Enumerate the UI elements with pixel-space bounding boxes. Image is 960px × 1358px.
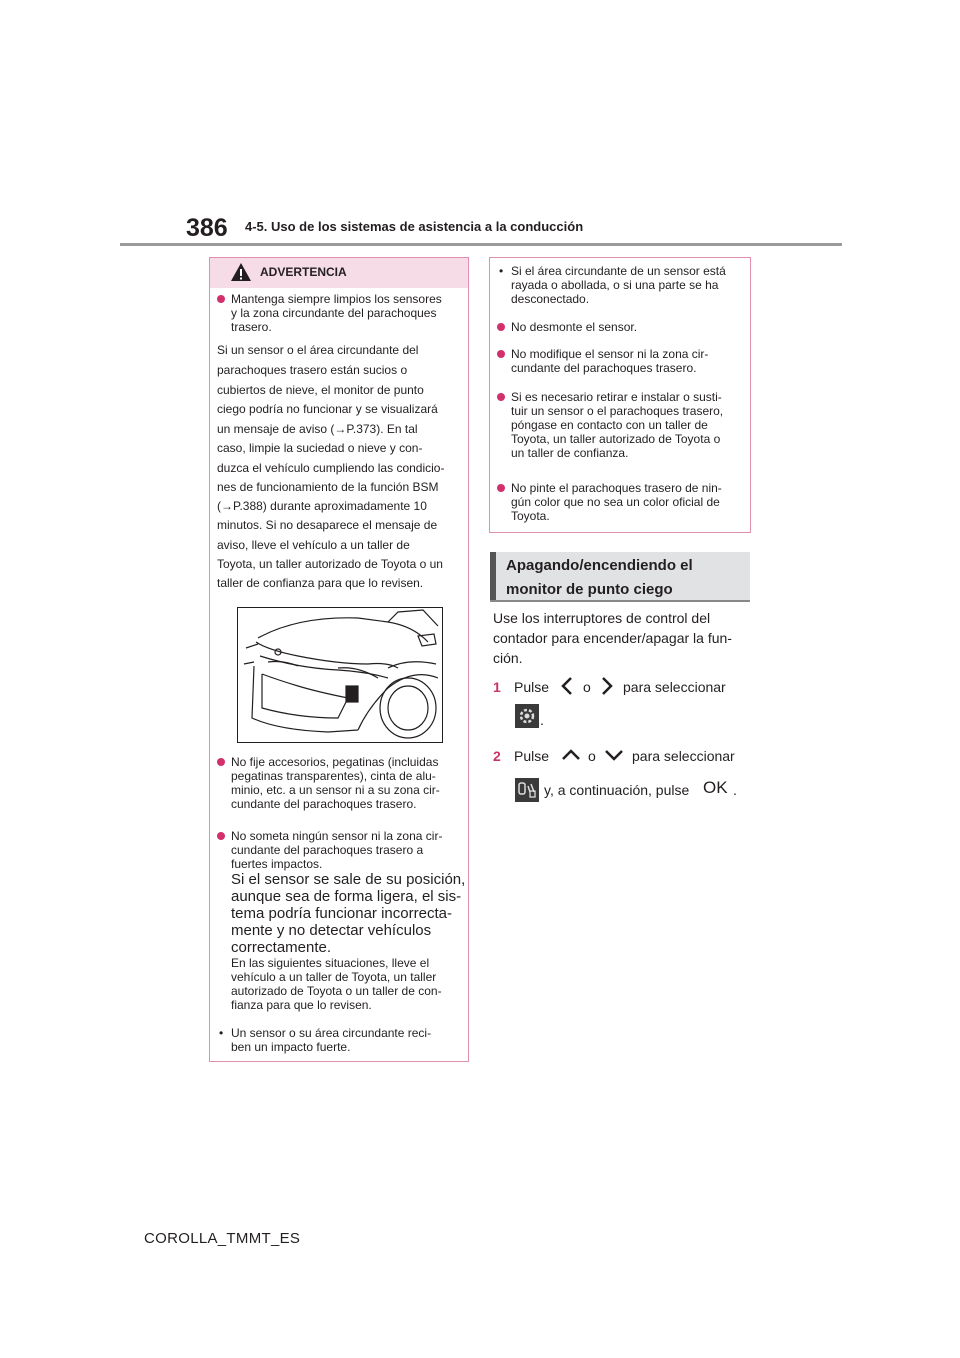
text-line: y la zona circundante del parachoques bbox=[231, 306, 437, 320]
chevron-down-icon bbox=[604, 748, 624, 762]
text-line: Si es necesario retirar e instalar o susti- bbox=[511, 390, 722, 404]
warning-para-line: taller de confianza para que lo revisen. bbox=[217, 576, 424, 590]
text-line: tuir un sensor o el parachoques trasero, bbox=[511, 404, 724, 418]
warning-bullet-2 bbox=[217, 755, 440, 811]
text-line: cundante del parachoques trasero a bbox=[231, 843, 424, 857]
notice-bullet-4 bbox=[497, 481, 722, 523]
subsection-heading bbox=[490, 552, 750, 600]
chevron-up-icon bbox=[561, 748, 581, 762]
step-1-pulse: Pulse bbox=[514, 679, 550, 695]
warning-dash-item bbox=[217, 1026, 431, 1054]
chevron-right-icon bbox=[600, 676, 614, 696]
warning-bullet-3 bbox=[217, 829, 465, 1012]
step-2-text: para seleccionar bbox=[632, 748, 735, 764]
text-line: cundante del parachoques trasero. bbox=[511, 361, 697, 375]
section-title: 4-5. Uso de los sistemas de asistencia a la conducción bbox=[245, 219, 584, 234]
ok-button-icon: OK bbox=[703, 778, 728, 797]
header-rule bbox=[120, 243, 842, 246]
notice-bullet-2 bbox=[497, 347, 708, 375]
intro-paragraph bbox=[493, 608, 732, 668]
bullet-dot bbox=[497, 484, 505, 492]
notice-dash-item bbox=[497, 264, 726, 306]
step-2-number bbox=[493, 746, 501, 766]
page-number: 386 bbox=[186, 214, 228, 242]
text-line: póngase en contacto con un taller de bbox=[511, 418, 708, 432]
warning-header bbox=[210, 258, 468, 288]
text-line: Mantenga siempre limpios los sensores bbox=[231, 292, 442, 306]
title-line: monitor de punto ciego bbox=[506, 581, 673, 598]
warning-para-line: parachoques trasero están sucios o bbox=[217, 363, 408, 377]
text-line: gún color que no sea un color oficial de bbox=[511, 495, 720, 509]
step-2-end: . bbox=[733, 782, 737, 798]
blind-spot-monitor-icon bbox=[515, 778, 539, 802]
text-line: Un sensor o su área circundante reci- bbox=[231, 1026, 432, 1040]
step-1-or: o bbox=[583, 679, 591, 695]
warning-para-line: minutos. Si no desaparece el mensaje de bbox=[217, 518, 438, 532]
step-2-pulse: Pulse bbox=[514, 748, 550, 764]
text-line: pegatinas transparentes), cinta de alu- bbox=[231, 769, 436, 783]
text-line: Use los interruptores de control del bbox=[493, 610, 711, 626]
chevron-left-icon bbox=[560, 676, 574, 696]
text-line: ción. bbox=[493, 650, 523, 666]
warning-para-line: nes de funcionamiento de la función BSM bbox=[217, 480, 439, 494]
warning-para-line: un mensaje de aviso (→P.373). En tal bbox=[217, 422, 418, 436]
text-line: fianza para que lo revisen. bbox=[231, 998, 372, 1012]
bullet-dot bbox=[217, 758, 225, 766]
text-line: Toyota. bbox=[511, 509, 550, 523]
step-2-or: o bbox=[588, 748, 596, 764]
dash-marker: • bbox=[219, 1026, 224, 1040]
warning-bullet-1 bbox=[217, 292, 442, 334]
text-line: No modifique el sensor ni la zona cir- bbox=[511, 347, 709, 361]
bullet-dot bbox=[217, 832, 225, 840]
step-2-continue: y, a continuación, pulse bbox=[544, 782, 690, 798]
text-line: No someta ningún sensor ni la zona cir- bbox=[231, 829, 443, 843]
bullet-dot bbox=[497, 393, 505, 401]
warning-para-line: ciego podría no funcionar y se visualizará bbox=[217, 402, 438, 416]
bullet-dot bbox=[497, 323, 505, 331]
emphasis-line: Si el sensor se sale de su posición, bbox=[231, 871, 466, 888]
car-rear-drawing bbox=[238, 608, 442, 742]
warning-para-line: Si un sensor o el área circundante del bbox=[217, 343, 419, 357]
text-line: autorizado de Toyota o un taller de con- bbox=[231, 984, 442, 998]
warning-triangle-icon bbox=[230, 262, 252, 282]
step-1-end: . bbox=[540, 712, 544, 728]
title-line: Apagando/encendiendo el bbox=[506, 557, 693, 574]
warning-para-line: cubiertos de nieve, el monitor de punto bbox=[217, 383, 424, 397]
bullet-dot bbox=[217, 295, 225, 303]
emphasis-line: correctamente. bbox=[231, 939, 332, 956]
subsection-rule bbox=[490, 600, 750, 602]
step-1-text: para seleccionar bbox=[623, 679, 726, 695]
step-number: 1 bbox=[493, 679, 501, 695]
emphasis-line: aunque sea de forma ligera, el sis- bbox=[231, 888, 462, 905]
text-line: minio, etc. a un sensor ni a su zona cir- bbox=[231, 783, 440, 797]
text-line: cundante del parachoques trasero. bbox=[231, 797, 417, 811]
document-code: COROLLA_TMMT_ES bbox=[144, 1230, 301, 1247]
text-line: ben un impacto fuerte. bbox=[231, 1040, 351, 1054]
emphasis-line: mente y no detectar vehículos bbox=[231, 922, 432, 939]
step-number: 2 bbox=[493, 748, 501, 764]
warning-para-line: caso, limpie la suciedad o nieve y con- bbox=[217, 441, 423, 455]
text-line: un taller de confianza. bbox=[511, 446, 629, 460]
text-line: trasero. bbox=[231, 320, 272, 334]
warning-para-line: (→P.388) durante aproximadamente 10 bbox=[217, 499, 427, 513]
text-line: En las siguientes situaciones, lleve el bbox=[231, 956, 430, 970]
warning-para-line: Toyota, un taller autorizado de Toyota o un bbox=[217, 557, 443, 571]
warning-para-line: duzca el vehículo cumpliendo las condicio- bbox=[217, 461, 445, 475]
settings-gear-icon bbox=[515, 704, 539, 728]
text-line: rayada o abollada, o si una parte se ha bbox=[511, 278, 719, 292]
text-line: contador para encender/apagar la fun- bbox=[493, 630, 732, 646]
text-line: desconectado. bbox=[511, 292, 590, 306]
text-line: No desmonte el sensor. bbox=[511, 320, 638, 334]
rear-bumper-illustration bbox=[237, 607, 443, 743]
text-line: No fije accesorios, pegatinas (incluidas bbox=[231, 755, 439, 769]
notice-bullet-1 bbox=[497, 320, 637, 334]
text-line: Toyota, un taller autorizado de Toyota o bbox=[511, 432, 721, 446]
text-line: vehículo a un taller de Toyota, un taller bbox=[231, 970, 437, 984]
text-line: fuertes impactos. bbox=[231, 857, 323, 871]
subsection-title bbox=[506, 556, 693, 600]
text-line: No pinte el parachoques trasero de nin- bbox=[511, 481, 722, 495]
warning-para-line: aviso, lleve el vehículo a un taller de bbox=[217, 538, 410, 552]
warning-title: ADVERTENCIA bbox=[260, 265, 347, 279]
notice-bullet-3 bbox=[497, 390, 723, 460]
text-line: Si el área circundante de un sensor está bbox=[511, 264, 726, 278]
dash-marker: • bbox=[499, 264, 504, 278]
emphasis-line: tema podría funcionar incorrecta- bbox=[231, 905, 452, 922]
bullet-dot bbox=[497, 350, 505, 358]
step-1-number bbox=[493, 677, 501, 697]
